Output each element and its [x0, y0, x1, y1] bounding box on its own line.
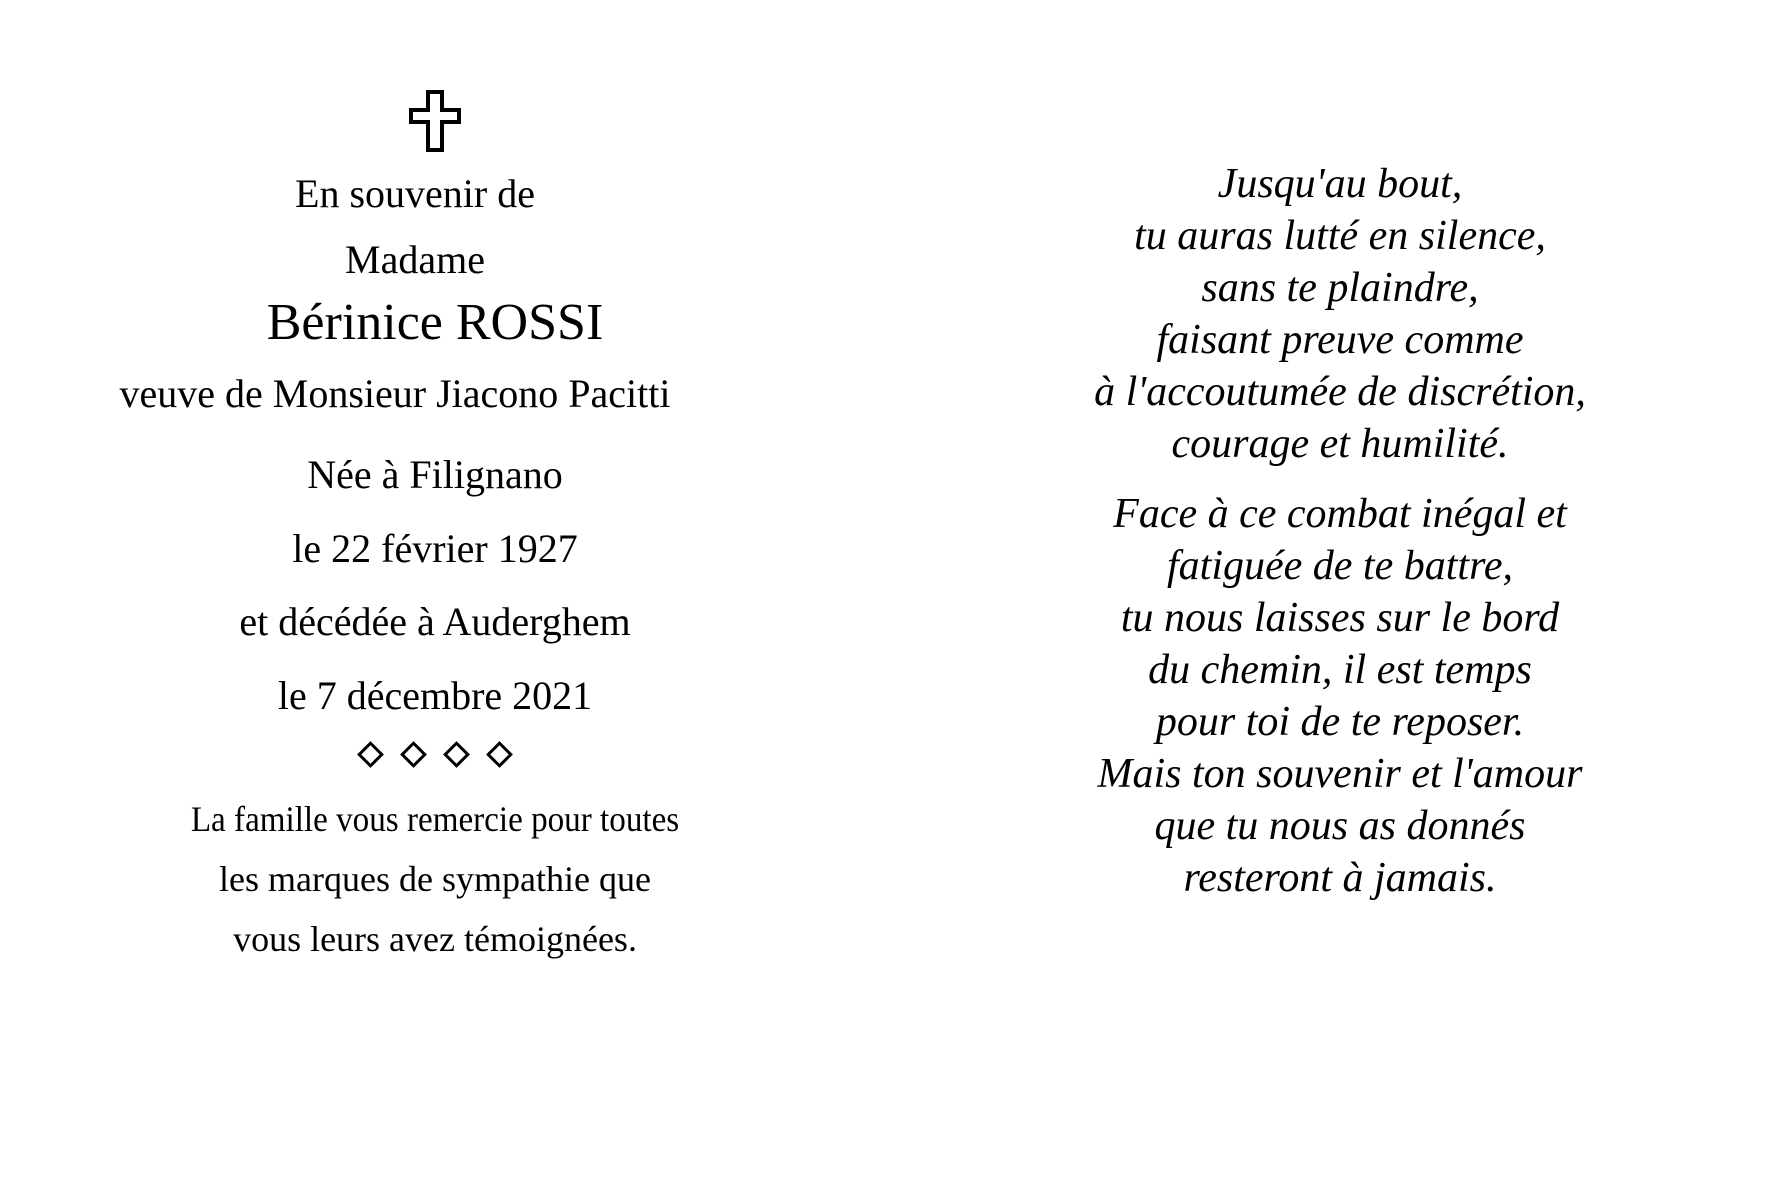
- thanks-line: les marques de sympathie que: [219, 859, 651, 899]
- diamond-ornament-icon: [400, 741, 427, 768]
- death-date: le 7 décembre 2021: [277, 673, 593, 718]
- poem-line: Mais ton souvenir et l'amour: [1097, 751, 1583, 797]
- poem-line: Jusqu'au bout,: [1217, 161, 1463, 207]
- deceased-name: Bérinice ROSSI: [266, 294, 604, 351]
- poem-line: Face à ce combat inégal et: [1113, 491, 1567, 537]
- poem-line: faisant preuve comme: [1156, 317, 1524, 363]
- intro-text: En souvenir de: [295, 171, 535, 216]
- ornament-divider: [40, 745, 830, 764]
- cross-icon: [40, 90, 830, 160]
- diamond-ornament-icon: [486, 741, 513, 768]
- poem-line: pour toi de te reposer.: [1155, 699, 1525, 745]
- poem-line: à l'accoutumée de discrétion,: [1094, 369, 1586, 415]
- diamond-ornament-icon: [443, 741, 470, 768]
- poem-line: du chemin, il est temps: [1148, 647, 1532, 693]
- honorific: Madame: [345, 237, 485, 282]
- diamond-ornament-icon: [357, 741, 384, 768]
- birth-place: Née à Filignano: [307, 452, 563, 497]
- memorial-details: [40, 90, 830, 1090]
- memorial-poem: [1010, 161, 1670, 1080]
- poem-line: que tu nous as donnés: [1154, 803, 1526, 849]
- poem-line: sans te plaindre,: [1201, 265, 1479, 311]
- poem-line: courage et humilité.: [1171, 421, 1509, 467]
- poem-line: resteront à jamais.: [1183, 855, 1497, 901]
- birth-date: le 22 février 1927: [292, 526, 578, 571]
- thanks-line: vous leurs avez témoignées.: [233, 919, 637, 959]
- poem-line: fatiguée de te battre,: [1166, 543, 1513, 589]
- poem-line: tu auras lutté en silence,: [1134, 213, 1546, 259]
- death-place: et décédée à Auderghem: [239, 599, 631, 644]
- spouse-text: veuve de Monsieur Jiacono Pacitti: [119, 371, 671, 416]
- poem-line: tu nous laisses sur le bord: [1120, 595, 1560, 641]
- thanks-line: La famille vous remercie pour toutes: [190, 799, 680, 839]
